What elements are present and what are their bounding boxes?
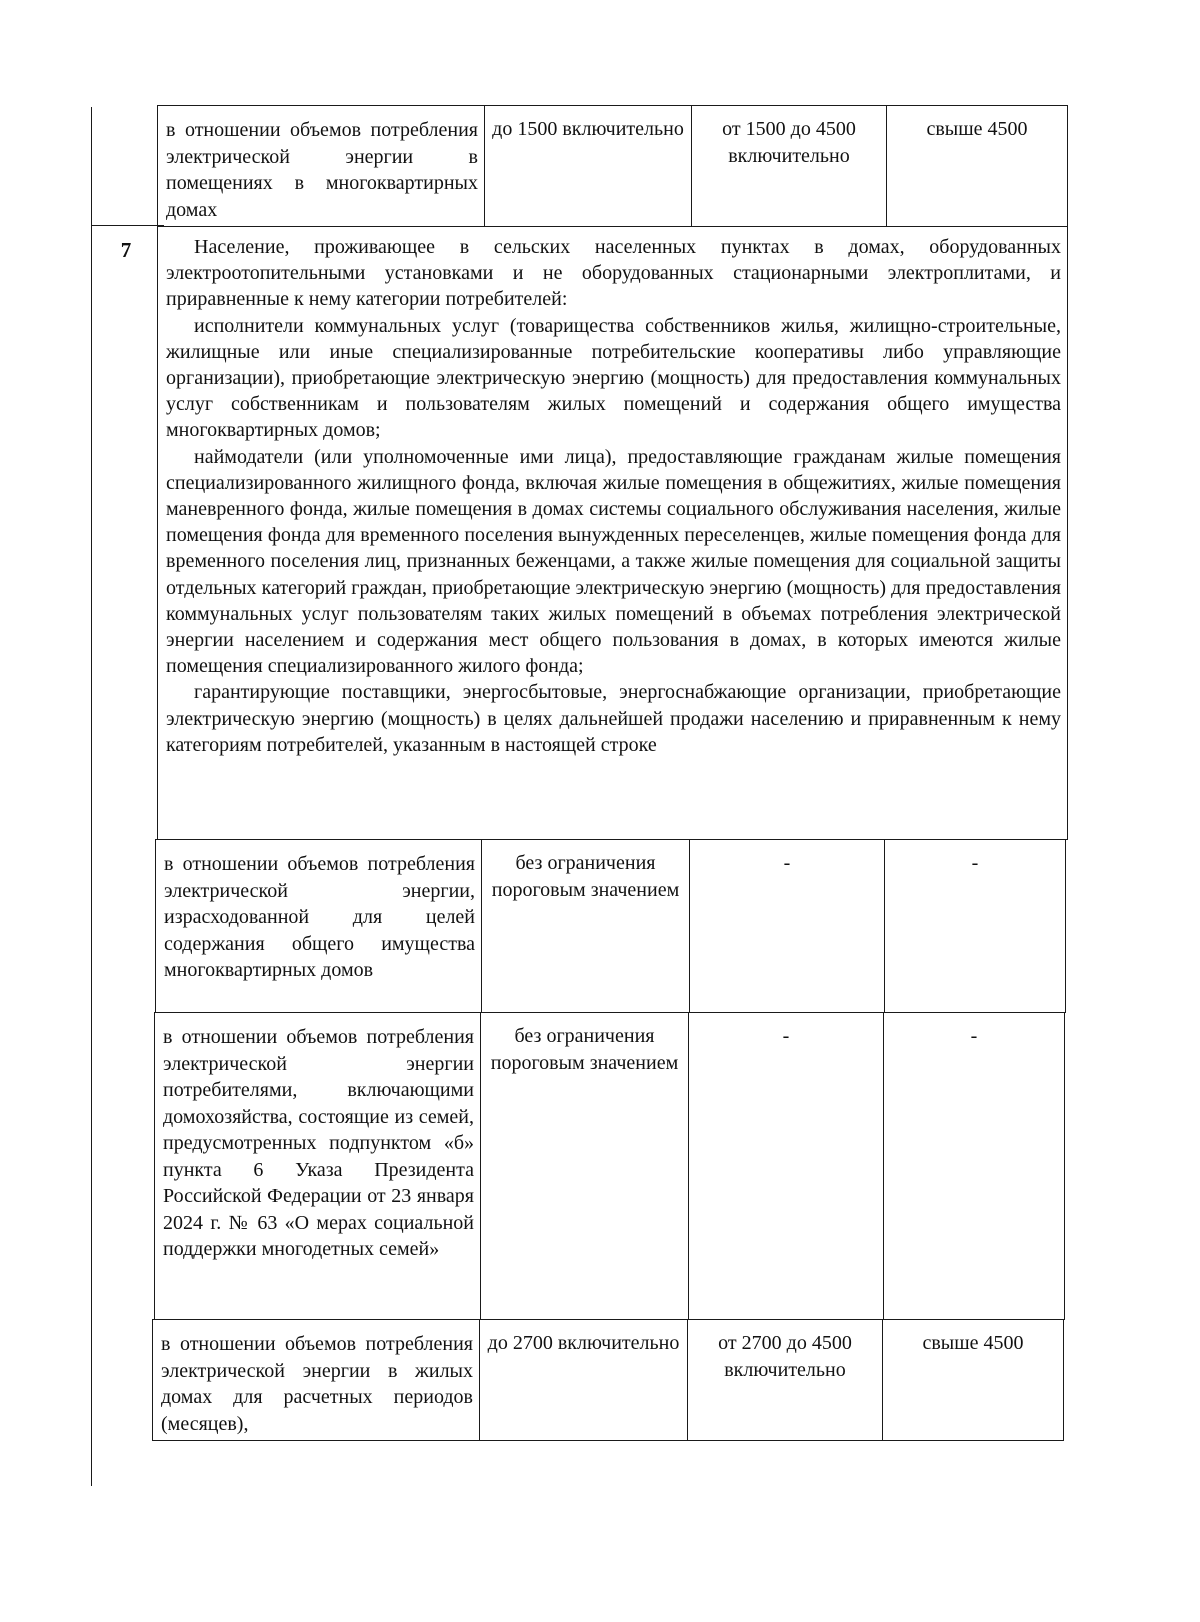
number-column-border: [91, 107, 92, 1486]
row-a-label: в отношении объемов потребления электрической энергии в помещениях в многоквартирных домах: [157, 105, 485, 227]
row-c-label: в отношении объемов потребления электрической энергии потребителями, включающими домохозяйства, состоящие из семей, предусмотренных подпунктом «б» пункта 6 Указа Президента Российской Федерации от 23 января 2024 г. № 63 «О мерах социальной поддержки многодетных семей»: [154, 1012, 481, 1320]
section-7-paragraph: гарантирующие поставщики, энергосбытовые, энергоснабжающие организации, приобретающие электрическую энергию (мощность) в целях дальнейшей продажи населению и приравненным к нему категориям потребителей, указанным в настоящей строке: [166, 681, 1061, 756]
row-a-range-3: свыше 4500: [886, 105, 1068, 227]
row-d-label: в отношении объемов потребления электрической энергии в жилых домах для расчетных периодов (месяцев),: [152, 1319, 480, 1441]
section-7-paragraph: исполнители коммунальных услуг (товарищества собственников жилья, жилищно-строительные, жилищные или иные специализированные потребительские кооперативы либо управляющие организации), приобретающие электрическую энергию (мощность) для предоставления коммунальных услуг собственникам и пользователям жилых помещений и содержания общего имущества многоквартирных домов;: [166, 314, 1061, 442]
row-c-range-1: без ограничения пороговым значением: [480, 1012, 689, 1320]
row-d-range-2: от 2700 до 4500 включительно: [687, 1319, 883, 1441]
row-b-label: в отношении объемов потребления электрической энергии, израсходованной для целей содержания общего имущества многоквартирных домов: [155, 839, 482, 1013]
row-b-range-2: -: [689, 839, 885, 1013]
row-number: 7: [120, 238, 132, 262]
row-d-range-3: свыше 4500: [882, 1319, 1064, 1441]
row-b-range-1: без ограничения пороговым значением: [481, 839, 690, 1013]
row-separator: [91, 225, 164, 226]
section-7-paragraph: Население, проживающее в сельских населенных пунктах в домах, оборудованных электроотопительными установками и не оборудованных стационарными электроплитами, и приравненные к нему категории потребителей:: [166, 236, 1061, 311]
row-d-range-1: до 2700 включительно: [479, 1319, 688, 1441]
section-7-description: [157, 226, 1068, 840]
row-c-range-2: -: [688, 1012, 884, 1320]
row-a-range-2: от 1500 до 4500 включительно: [691, 105, 887, 227]
row-b-range-3: -: [884, 839, 1066, 1013]
row-a-range-1: до 1500 включительно: [484, 105, 692, 227]
row-c-range-3: -: [883, 1012, 1065, 1320]
section-7-paragraph: наймодатели (или уполномоченные ими лица), предоставляющие гражданам жилые помещения специализированного жилищного фонда, включая жилые помещения в общежитиях, жилые помещения маневренного фонда, жилые помещения в домах системы социального обслуживания населения, жилые помещения фонда для временного поселения вынужденных переселенцев, жилые помещения фонда для временного поселения лиц, признанных беженцами, а также жилые помещения для социальной защиты отдельных категорий граждан, приобретающие электрическую энергию (мощность) для предоставления коммунальных услуг пользователям таких жилых помещений в объемах потребления электрической энергии населением и содержания мест общего пользования в домах, в которых имеются жилые помещения специализированного жилого фонда;: [166, 445, 1061, 678]
